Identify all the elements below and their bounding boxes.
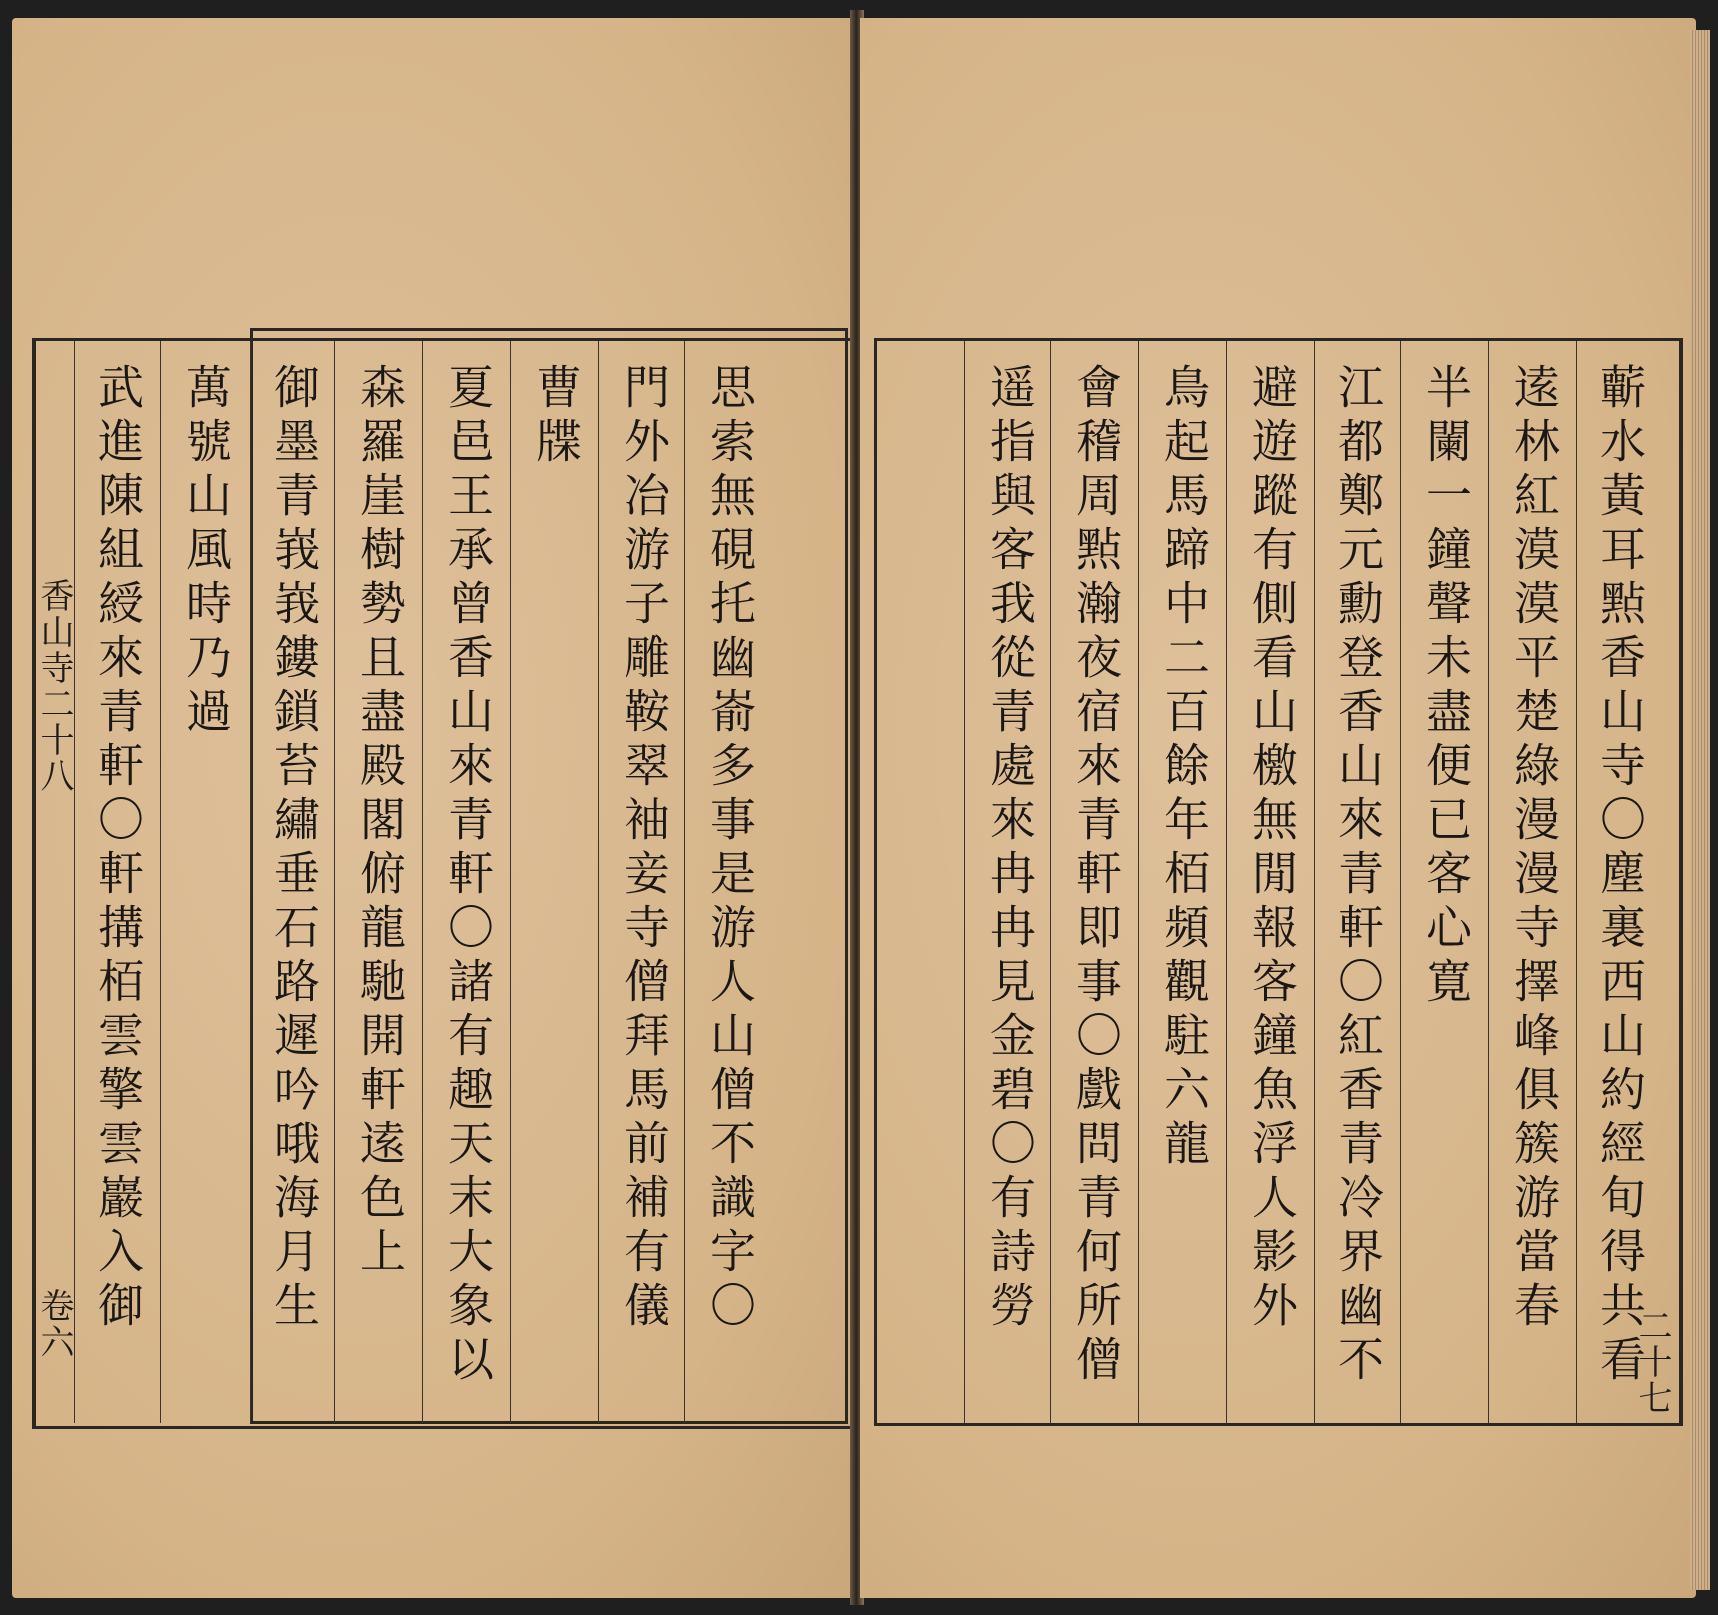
page-edge-stack <box>1690 30 1710 1590</box>
column-rule <box>1050 341 1051 1423</box>
column-rule <box>1314 341 1315 1423</box>
text-column: 江都鄭元勳登香山來青軒〇紅香青冷界幽不 <box>1331 363 1385 1389</box>
column-rule <box>74 341 75 1423</box>
text-column: 夏邑王承曾香山來青軒〇諸有趣天末大象以 <box>441 363 495 1389</box>
text-column: 半闌一鐘聲未盡便已客心寛 <box>1419 363 1473 1011</box>
text-column: 萬號山風時乃過 <box>179 363 233 741</box>
column-rule <box>1226 341 1227 1423</box>
column-rule <box>250 341 251 1423</box>
text-column: 鳥起馬蹄中二百餘年栢頻觀駐六龍 <box>1157 363 1211 1173</box>
margin-volume: 卷六 <box>34 1288 74 1360</box>
column-rule <box>1400 341 1401 1423</box>
text-column: 避遊蹤有側看山檄無閒報客鐘魚浮人影外 <box>1245 363 1299 1335</box>
text-column: 武進陳組綬來青軒〇軒搆栢雲擎雲巖入御 <box>91 363 145 1335</box>
column-rule <box>964 341 965 1423</box>
margin-title: 香山寺二十八 <box>34 578 74 794</box>
text-column: 思索無硯托幽嵛多事是游人山僧不識字〇 <box>703 363 757 1335</box>
text-column: 會稽周㸃瀚夜宿來青軒即事〇戲問青何所僧 <box>1069 363 1123 1389</box>
text-column: 森羅崖樹勢且盡殿閣俯龍馳開軒逺色上 <box>353 363 407 1281</box>
left-page <box>12 18 854 1598</box>
column-rule <box>510 341 511 1423</box>
column-rule <box>598 341 599 1423</box>
column-rule <box>1576 341 1577 1423</box>
text-column: 逺林紅漠漠平楚綠漫漫寺擇峰俱簇游當春 <box>1507 363 1561 1335</box>
text-column: 曹牒 <box>529 363 583 471</box>
column-rule <box>1138 341 1139 1423</box>
column-rule <box>160 341 161 1423</box>
text-column: 御墨青峩峩鏤鎖苔繡垂石路遲吟哦海月生 <box>267 363 321 1335</box>
text-column: 遥指與客我從青處來冉冉見金碧〇有詩勞 <box>983 363 1037 1335</box>
column-rule <box>1488 341 1489 1423</box>
right-page <box>860 18 1696 1598</box>
column-rule <box>422 341 423 1423</box>
text-column: 蘄水黃耳㸃香山寺〇塵裏西山約經旬得共看 <box>1593 363 1647 1389</box>
column-rule <box>334 341 335 1423</box>
folio-number: 二十七 <box>1632 1308 1672 1416</box>
text-column: 門外冶游子雕鞍翠袖妾寺僧拜馬前補有儀 <box>617 363 671 1335</box>
column-rule <box>684 341 685 1423</box>
